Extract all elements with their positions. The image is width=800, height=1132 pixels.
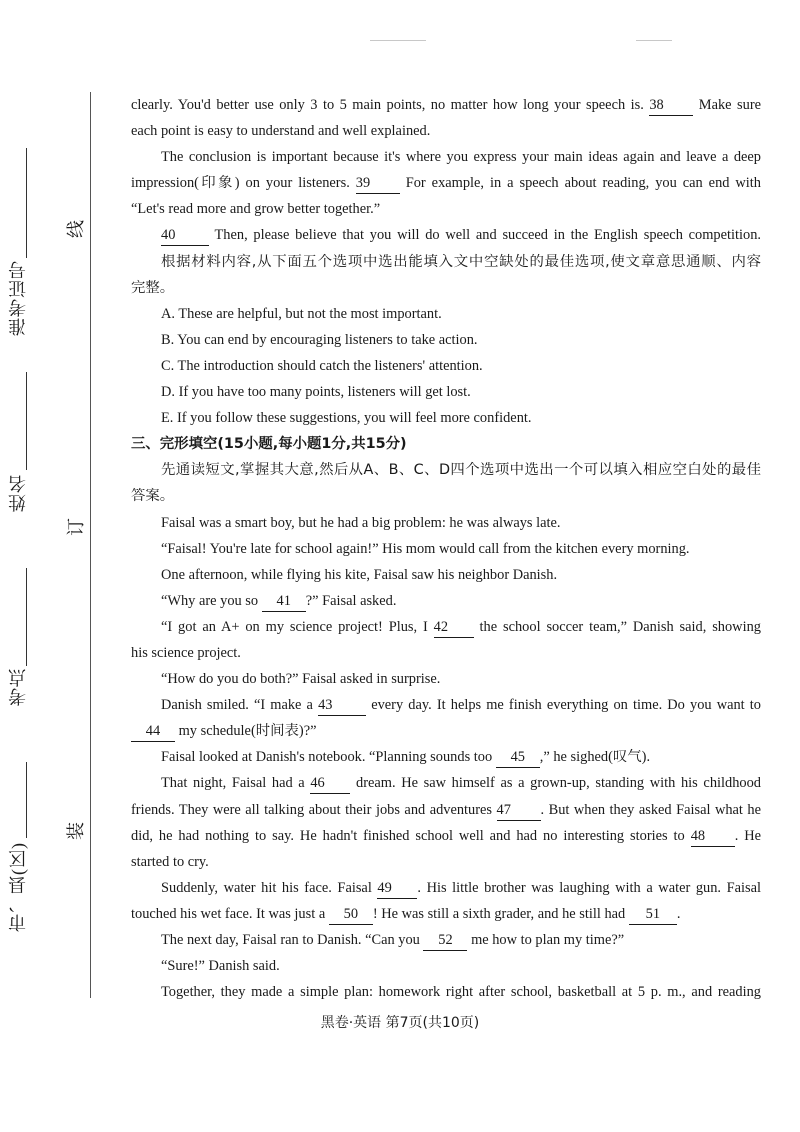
instruction-line: 答案。 [131,488,175,505]
margin-blank-line [26,372,27,470]
label-name: 姓名 [8,474,28,512]
margin-blank-line [26,148,27,258]
text-line: Faisal was a smart boy, but he had a big problem: he was always late. [161,514,561,531]
label-exam-site: 考点 [8,668,28,706]
text-line: clearly. You'd better use only 3 to 5 main points, no matter how long your speech is. 38 Make sure [131,92,761,118]
blank-50: 50 [329,904,373,925]
blank-52: 52 [423,930,467,951]
blank-38: 38 [649,95,693,116]
blank-46: 46 [310,773,350,794]
section-heading: 三、完形填空(15小题,每小题1分,共15分) [131,436,407,453]
text-line: That night, Faisal had a 46 dream. He saw himself as a grown-up, standing with his childhood [131,770,761,796]
page-footer: 黑卷·英语 第7页(共10页) [320,1015,480,1031]
blank-40: 40 [161,225,209,246]
text-line: “How do you do both?” Faisal asked in surprise. [161,671,441,688]
text-line: Suddenly, water hit his face. Faisal 49 . His little brother was laughing with a water gun. Faisal [131,875,761,901]
binding-mark-line: 线 [66,220,86,238]
blank-41: 41 [262,591,306,612]
label-exam-number: 准考证号 [8,260,28,336]
label-city-county: 市、县(区) [8,842,28,932]
text-line: The conclusion is important because it's where you express your main ideas again and leave a deep [161,149,761,166]
binding-mark-order: 订 [66,518,86,536]
text-line: Faisal looked at Danish's notebook. “Planning sounds too 45 ,” he sighed(叹气). [131,744,761,770]
blank-49: 49 [377,878,417,899]
option-a: A. These are helpful, but not the most important. [161,305,442,322]
option-b: B. You can end by encouraging listeners to take action. [161,331,478,348]
text-line: his science project. [131,644,241,661]
instruction-line: 完整。 [131,279,175,296]
blank-44: 44 [131,721,175,742]
margin-blank-line [26,762,27,838]
margin-blank-line [26,568,27,666]
text-line: touched his wet face. It was just a 50 ! He was still a sixth grader, and he still had 51 . [131,901,761,927]
text-line: 40 Then, please believe that you will do well and succeed in the English speech competition. [131,222,761,248]
text-line: “Let's read more and grow better together.” [131,201,381,218]
text-line: started to cry. [131,853,209,870]
option-d: D. If you have too many points, listeners will get lost. [161,384,471,401]
text-line: “Why are you so 41 ?” Faisal asked. [131,588,761,614]
text-line: “I got an A+ on my science project! Plus, I 42 the school soccer team,” Danish said, showing [131,614,761,640]
text-line: Together, they made a simple plan: homework right after school, basketball at 5 p. m., and reading [161,984,761,1001]
text-line: did, he had nothing to say. He hadn't finished school well and had no interesting stories to 48 . He [131,823,761,849]
text-line: One afternoon, while flying his kite, Faisal saw his neighbor Danish. [161,566,558,583]
top-scan-mark-right [636,40,672,41]
blank-43: 43 [318,695,366,716]
text-line: The next day, Faisal ran to Danish. “Can you 52 me how to plan my time?” [131,927,761,953]
blank-45: 45 [496,747,540,768]
text-line: 44 my schedule(时间表)?” [131,718,761,744]
binding-mark-install: 装 [66,822,86,840]
blank-47: 47 [497,800,541,821]
instruction-line: 根据材料内容,从下面五个选项中选出能填入文中空缺处的最佳选项,使文章意思通顺、内容 [161,253,761,270]
binding-line [90,92,91,998]
option-e: E. If you follow these suggestions, you will feel more confident. [161,410,532,427]
text-line: friends. They were all talking about their jobs and adventures 47 . But when they asked Faisal what he [131,797,761,823]
blank-51: 51 [629,904,677,925]
option-c: C. The introduction should catch the listeners' attention. [161,357,483,374]
text-line: Danish smiled. “I make a 43 every day. It helps me finish everything on time. Do you want to [131,692,761,718]
text-line: “Sure!” Danish said. [161,958,280,975]
instruction-line: 先通读短文,掌握其大意,然后从A、B、C、D四个选项中选出一个可以填入相应空白处的最佳 [161,462,761,479]
top-scan-mark-left [370,40,426,41]
blank-48: 48 [691,826,735,847]
text-line: impression(印象) on your listeners. 39 For example, in a speech about reading, you can end with [131,170,761,196]
blank-39: 39 [356,173,400,194]
page-content [131,92,761,1005]
text-line: each point is easy to understand and well explained. [131,123,431,140]
text-line: “Faisal! You're late for school again!” His mom would call from the kitchen every morning. [161,540,690,557]
blank-42: 42 [434,617,474,638]
